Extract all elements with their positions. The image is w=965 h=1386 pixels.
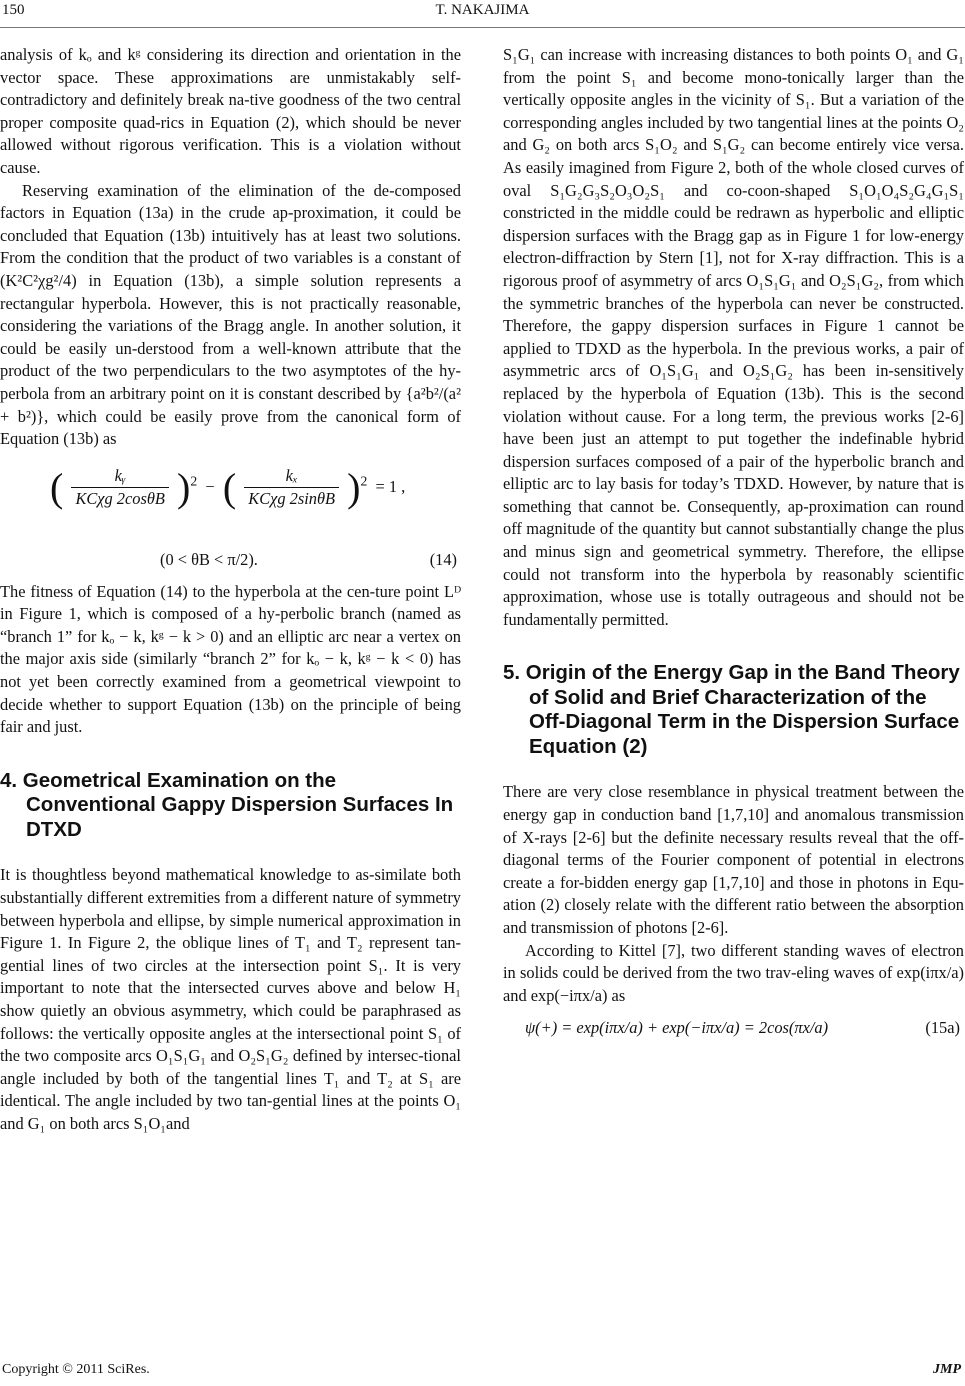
journal-abbrev: JMP [933,1362,961,1377]
eq-rhs: = 1 , [375,476,406,496]
eq-numerator: kᵧ [71,465,168,489]
section-heading: 5. Origin of the Energy Gap in the Band Theory of Solid and Brief Characterization of the Off-Diagonal Term in the Dispersion Surface Equation (2) [503,661,960,758]
right-column [503,44,964,1051]
eq-denominator: KCχg 2cosθB [75,489,165,509]
header-rule [0,27,965,28]
eq-denominator: KCχg 2sinθB [248,489,336,509]
eq-body: ψ(+) = exp(iπx/a) + exp(−iπx/a) = 2cos(πx/a) [525,1018,829,1038]
paragraph: It is thoughtless beyond mathematical knowledge to as-similate both substantially different extremities from a different nature of symmetry between hyperbola and ellipse, by simple numerical approximation in Figure 1. In Figure 2, the oblique lines of T₁ and T₂ represent tan-gential lines of two circles at the intersection point S₁. It is very important to note that the intersected curves above and below H₁ show quietly an obvious asymmetry, which could be paraphrased as follows: the vertically opposite angles at the intersectional point S₁ of the two composite arcs O₁S₁G₁ and O₂S₁G₂ defined by intersec-tional angle included by both of the tangential lines T₁ and T₂ at S₁ are identical. The angle included by two tan-gential lines at the points O₁ and G₁ on both arcs S₁O₁and [0,865,461,1133]
eq-numerator: kₓ [244,465,339,489]
equation-number: (15a) [925,1018,960,1038]
equation-14b [0,545,461,581]
page-header [0,2,965,26]
paragraph: analysis of kₒ and kᵍ considering its direction and orientation in the vector space. These approximations are unmistakably self-contradictory and definitely break na-tive goodness of the two central proper composite quad-rics in Equation (2), which should be never allowed without rigorous verification. This is a violation without cause. [0,45,461,177]
paragraph: According to Kittel [7], two different standing waves of electron in solids could be derived from the two trav-eling waves of exp(iπx/a) and exp(−iπx/a) as [503,940,964,1005]
left-column [0,44,461,1135]
copyright: Copyright © 2011 SciRes. [2,1362,150,1377]
paragraph: S₁G₁ can increase with increasing distances to both points O₁ and G₁ from the point S₁ and become mono-tonically larger than the vertically opposite angles in the vicinity of S₁. But a variation of the corresponding angles included by two tangential lines at the points O₂ and G₂ on both arcs S₁O₂ and S₁G₂ can become entirely vice versa. As easily imagined from Figure 2, both of the whole closed curves of oval S₁G₂G₃S₂O₃O₂S₁ and co-coon-shaped S₁O₁O₄S₂G₄G₁S₁ constricted in the middle could be redrawn as hyperbolic and elliptic dispersion surfaces with the Bragg gap as in Figure 1 for low-energy electron-diffraction by Stern [1], not for X-ray diffraction. This is a rigorous proof of asymmetry of arcs O₁S₁G₁ and O₂S₁G₂, from which the symmetric branches of the hyperbola can never be constructed. Therefore, the gappy dispersion surfaces in Figure 1 cannot be applied to TDXD as the hyperbola. In the previous works, a pair of asymmetric arcs of O₁S₁G₁ and O₂S₁G₂ has been in-sensitively replaced by the hyperbola of Equation (13b). This is the second violation without cause. For a long term, the previous works [2-6] have been just an attempt to put together the indefinable hybrid dispersion surfaces composed of a pair of the hyperbolic branch and elliptic arc to lay basis for today’s TDXD. However, by nature that is something that cannot be. Consequently, ap-proximation can round off magnitude of the quantity but cannot substantially change the plus and minus sign and geometrical symmetry. Therefore, the ellipse could not transform into the hyperbola by reasonably scientific approximation, whose use is totally outrageous and should not be fundamentally permitted. [503,45,964,629]
running-author: T. NAKAJIMA [435,2,530,18]
eq-condition: (0 < θB < π/2). [160,549,258,569]
section-heading: 4. Geometrical Examination on the Conventional Gappy Dispersion Surfaces In DTXD [0,768,454,841]
paragraph: Reserving examination of the elimination of the de-composed factors in Equation (13a) in the crude ap-proximation, it could be concluded that Equation (13b) intuitively has at least two solutions. From the condition that the product of two variables is a constant of (K²C²χg²/4) in Equation (13b), a simple solution represents a rectangular hyperbola. However, this is not practically reasonable, considering the variations of the Bragg angle. In another solution, it could be easily un-derstood from a well-known attribute that the product of the two perpendiculars to the two asymptotes of the hy-perbola from an arbitrary point on it is constant described by {a²b²/(a² + b²)}, which could be easily prove from the canonical form of Equation (13b) as [0,180,461,449]
paragraph: There are very close resemblance in physical treatment between the energy gap in conduction band [1,7,10] and anomalous transmission of X-rays [2-6] but the definite necessary results reveal that the off-diagonal terms of the Fourier component of potential in electrons create a for-bidden energy gap [1,7,10] and those in photons in Equ-ation (2) closely relate with the different ratio between the absorption and transmission of photons [2-6]. [503,782,964,937]
equation-15a [503,1007,964,1051]
paragraph: The fitness of Equation (14) to the hyperbola at the cen-ture point Lᴰ in Figure 1, which is composed of a hy-perbolic branch (named as “branch 1” for kₒ − k, kᵍ − k > 0) and an elliptic arc near a vertex on the major axis side (similarly “branch 2” for kₒ − k, kᵍ − k < 0) has not yet been correctly examined from a geometrical viewpoint to decide whether to support Equation (13b) on the principle of being fair and just. [0,581,461,737]
page-number: 150 [2,2,25,18]
equation-14a: ( $\frac{\text{kᵧ}}{\text{KCχg 2cosθB}}$ )$^2$ − ( $\frac{\text{kₓ}}{\text{KCχg 2sinθB}}$ )$^2$ = 1 , [50,464,406,510]
equation-number: (14) [429,549,457,569]
